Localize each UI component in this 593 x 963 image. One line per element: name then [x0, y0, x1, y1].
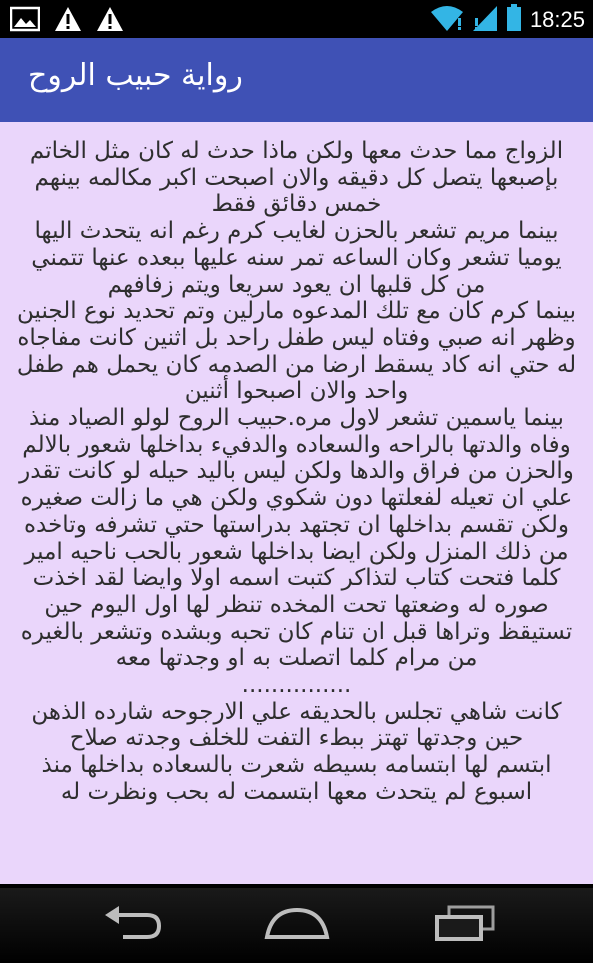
recent-apps-icon: [433, 905, 497, 945]
story-paragraph: كانت شاهي تجلس بالحديقه علي الارجوحه شارده الذهن حين وجدتها تهتز ببطء التفت للخلف وجدته صلاح: [31, 698, 562, 752]
home-button[interactable]: [262, 904, 332, 946]
recent-apps-button[interactable]: [430, 904, 500, 946]
warning-icon: [54, 6, 82, 36]
story-separator: ...............: [241, 672, 352, 699]
image-icon: [10, 6, 40, 36]
story-paragraph: بينما كرم كان مع تلك المدعوه مارلين وتم تحديد نوع الجنين وظهر انه صبي وفتاه ليس طفل راحد بل اثنين كانت مفاجاه له حتي انه كاد يسقط ارضا من الصدمه كان يحمل هم طفل واحد والان اصبحوا أثنين: [16, 298, 577, 405]
story-paragraph: بينما ياسمين تشعر لاول مره.حبيب الروح لولو الصياد منذ وفاه والدتها بالراحه والسعاده والدفيء بداخلها شعور بالالم والحزن من فراق والدها ولكن ليس باليد حيله لو كانت تقدر علي ان تعيله لفعلتها دون شكوي ولكن هي ما زالت صغيره ولكن تقسم بداخلها ان تجتهد بدراستها حتي تشرفه وتاخده من ذلك المنزل ولكن ايضا بداخلها شعور بالحب ناحيه امير كلما فتحت كتاب لتذاكر كتبت اسمه اولا وايضا لقد اخذت صوره له وضعتها تحت المخده تنظر لها اول اليوم حين تستيقظ وتراها قبل ان تنام كان تحبه وبشده وتشعر بالغيره من مرام كلما اتصلت به او وجدتها معه: [19, 405, 574, 672]
home-icon: [264, 906, 330, 944]
app-bar: [0, 38, 593, 122]
back-button[interactable]: [98, 904, 168, 946]
clock: 18:25: [529, 7, 585, 32]
status-bar: [0, 0, 593, 38]
system-status: [430, 4, 585, 36]
navigation-bar: [0, 888, 593, 963]
story-content[interactable]: [0, 122, 593, 884]
battery-icon: [506, 4, 522, 36]
back-icon: [103, 906, 163, 944]
signal-icon: [472, 4, 498, 36]
story-text: [0, 122, 593, 806]
story-paragraph: الزواج مما حدث معها ولكن ماذا حدث له كان مثل الخاتم بإصبعها يتصل كل دقيقه والان اصبحت اكبر مكالمه بينهم خمس دقائق فقط: [29, 138, 564, 218]
warning-icon: [96, 6, 124, 36]
notification-icons: [10, 6, 124, 36]
story-paragraph: بينما مريم تشعر بالحزن لغايب كرم رغم انه يتحدث اليها يوميا تشعر وكان الساعه تمر سنه عليها ببعده عنها تتمني من كل قلبها ان يعود سريعا ويتم زفافهم: [31, 218, 562, 298]
app-title: رواية حبيب الروح: [28, 58, 243, 93]
wifi-icon: [430, 4, 464, 36]
story-paragraph: ابتسم لها ابتسامه بسيطه شعرت بالسعاده بداخلها منذ اسبوع لم يتحدث معها ابتسمت له بحب ونظرت له: [41, 752, 552, 805]
